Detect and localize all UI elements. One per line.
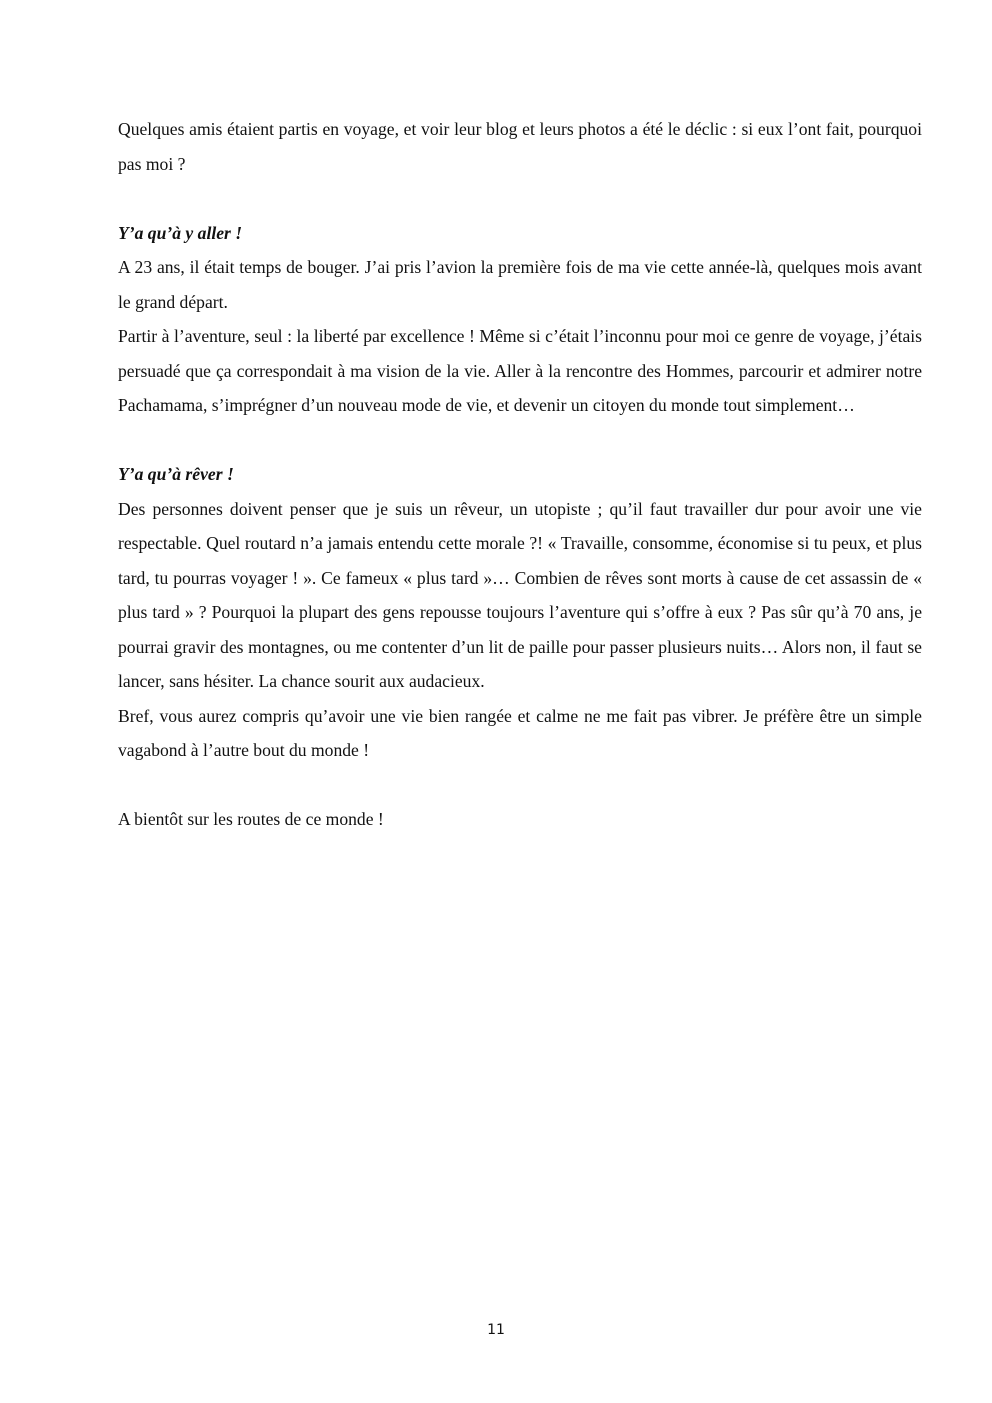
section-heading-aller: Y’a qu’à y aller !: [118, 222, 243, 243]
paragraph-spacer: [118, 423, 922, 458]
page-number: 11: [487, 1322, 505, 1338]
section1-paragraph-2: Partir à l’aventure, seul : la liberté par excellence ! Même si c’était l’inconnu pour moi ce genre de voyage, j’étais persuadé que ça correspondait à ma vision de la vie. Aller à la rencontre des Hommes, parcourir et admirer notre Pachamama, s’imprégner d’un nouveau mode de vie, et devenir un citoyen du monde tout simplement…: [118, 326, 922, 415]
section1-paragraph-1: A 23 ans, il était temps de bouger. J’ai pris l’avion la première fois de ma vie cette année-là, quelques mois avant le grand départ.: [118, 257, 922, 312]
section-heading-rever: Y’a qu’à rêver !: [118, 464, 234, 484]
section2-paragraph-2: Bref, vous aurez compris qu’avoir une vie bien rangée et calme ne me fait pas vibrer. Je préfère être un simple vagabond à l’autre bout du monde !: [118, 705, 922, 760]
closing-line: A bientôt sur les routes de ce monde !: [118, 809, 384, 829]
intro-paragraph: Quelques amis étaient partis en voyage, et voir leur blog et leurs photos a été le déclic : si eux l’ont fait, pourquoi pas moi ?: [118, 119, 922, 174]
document-body: [118, 112, 922, 837]
paragraph-spacer: [118, 768, 922, 803]
section2-paragraph-1: Des personnes doivent penser que je suis un rêveur, un utopiste ; qu’il faut travailler dur pour avoir une vie respectable. Quel routard n’a jamais entendu cette morale ?! « Travaille, consomme, économise si tu peux, et plus tard, tu pourras voyager ! ». Ce fameux « plus tard »… Combien de rêves sont morts à cause de cet assassin de « plus tard » ? Pourquoi la plupart des gens repousse toujours l’aventure qui s’offre à eux ? Pas sûr qu’à 70 ans, je pourrai gravir des montagnes, ou me contenter d’un lit de paille pour passer plusieurs nuits… Alors non, il faut se lancer, sans hésiter. La chance sourit aux audacieux.: [118, 498, 922, 691]
paragraph-spacer: [118, 181, 922, 216]
